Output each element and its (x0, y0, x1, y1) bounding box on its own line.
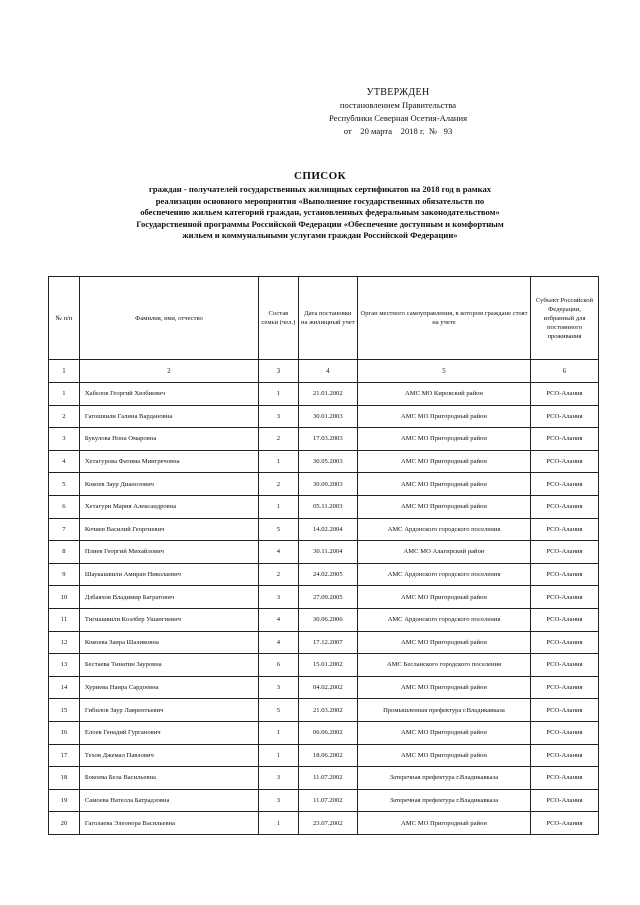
registration-date: 30.01.2003 (298, 405, 357, 428)
registration-date: 21.01.2002 (298, 383, 357, 406)
full-name: Хуриева Наира Сардоевна (79, 676, 258, 699)
full-name: Гаголаева Элеонора Васильевна (79, 812, 258, 835)
family-size: 3 (259, 767, 299, 790)
row-number: 14 (49, 676, 80, 699)
subject: РСО-Алания (530, 518, 598, 541)
table-row (49, 383, 599, 406)
subtitle-line: жильем и коммунальными услугами граждан Российской Федерации» (182, 230, 458, 241)
row-number: 5 (49, 473, 80, 496)
header-family-size: Состав семьи (чел.) (259, 277, 299, 360)
family-size: 1 (259, 450, 299, 473)
family-size: 3 (259, 405, 299, 428)
column-number: 2 (79, 360, 258, 383)
subject: РСО-Алания (530, 767, 598, 790)
row-number: 13 (49, 654, 80, 677)
header-registration-date: Дата постановки на жилищный учет (298, 277, 357, 360)
table-row (49, 789, 599, 812)
family-size: 1 (259, 495, 299, 518)
column-number: 5 (357, 360, 530, 383)
recipients-table (48, 276, 599, 835)
full-name: Плиев Георгий Михайлович (79, 541, 258, 564)
registration-date: 05.11.2003 (298, 495, 357, 518)
table-row (49, 744, 599, 767)
local-authority: АМС МО Пригородный район (357, 473, 530, 496)
subtitle-line: реализации основного мероприятия «Выполнение государственных обязательств по (155, 195, 485, 206)
registration-date: 27.09.2005 (298, 586, 357, 609)
registration-date: 30.05.2003 (298, 450, 357, 473)
subject: РСО-Алания (530, 495, 598, 518)
approval-line-2: Республики Северная Осетия-Алания (328, 113, 468, 123)
full-name: Гибилов Заур Лаврентьевич (79, 699, 258, 722)
registration-date: 21.03.2002 (298, 699, 357, 722)
local-authority: Промышленная префектура г.Владикавказа (357, 699, 530, 722)
title-block (40, 170, 600, 242)
registration-date: 11.07.2002 (298, 789, 357, 812)
row-number: 10 (49, 586, 80, 609)
family-size: 1 (259, 744, 299, 767)
registration-date: 11.07.2002 (298, 767, 357, 790)
full-name: Кокоев Заур Дианозович (79, 473, 258, 496)
row-number: 8 (49, 541, 80, 564)
row-number: 12 (49, 631, 80, 654)
row-number: 11 (49, 608, 80, 631)
column-number: 1 (49, 360, 80, 383)
header-full-name: Фамилия, имя, отчество (79, 277, 258, 360)
local-authority: АМС МО Пригородный район (357, 744, 530, 767)
family-size: 4 (259, 541, 299, 564)
full-name: Гагошвили Галина Вардановна (79, 405, 258, 428)
row-number: 6 (49, 495, 80, 518)
subtitle-line: граждан - получателей государственных жилищных сертификатов на 2018 год в рамках (148, 184, 492, 194)
subject: РСО-Алания (530, 383, 598, 406)
registration-date: 30.06.2006 (298, 608, 357, 631)
row-number: 3 (49, 428, 80, 451)
full-name: Букулова Нона Омаровна (79, 428, 258, 451)
local-authority: АМС МО Алагирский район (357, 541, 530, 564)
local-authority: АМС МО Пригородный район (357, 586, 530, 609)
family-size: 4 (259, 608, 299, 631)
full-name: Кокоева Заира Шаликовна (79, 631, 258, 654)
row-number: 17 (49, 744, 80, 767)
subject: РСО-Алания (530, 789, 598, 812)
family-size: 6 (259, 654, 299, 677)
full-name: Бокоева Бела Васильевна (79, 767, 258, 790)
local-authority: АМС МО Пригородный район (357, 405, 530, 428)
full-name: Хетагури Мария Александровна (79, 495, 258, 518)
header-number: № п/п (49, 277, 80, 360)
subject: РСО-Алания (530, 405, 598, 428)
approval-line-1: постановлением Правительства (339, 100, 457, 110)
full-name: Елоев Генадий Гурганович (79, 721, 258, 744)
table-row (49, 428, 599, 451)
local-authority: АМС Бесланского городского поселения (357, 654, 530, 677)
local-authority: АМС Ардонского городского поселения (357, 563, 530, 586)
family-size: 4 (259, 631, 299, 654)
full-name: Хетагурова Фатима Мингречовна (79, 450, 258, 473)
local-authority: АМС МО Пригородный район (357, 428, 530, 451)
header-subject: Субъект Российской Федерации, избранный для постоянного проживания (530, 277, 598, 360)
subject: РСО-Алания (530, 428, 598, 451)
family-size: 3 (259, 676, 299, 699)
subject: РСО-Алания (530, 450, 598, 473)
local-authority: АМС МО Пригородный район (357, 631, 530, 654)
full-name: Кочиев Василий Георгиевич (79, 518, 258, 541)
subtitle-line: Государственной программы Российской Федерации «Обеспечение доступным и комфортным (136, 218, 504, 229)
full-name: Тигиашвили Коэлбер Ушангиевич (79, 608, 258, 631)
family-size: 5 (259, 699, 299, 722)
subject: РСО-Алания (530, 563, 598, 586)
row-number: 9 (49, 563, 80, 586)
row-number: 16 (49, 721, 80, 744)
row-number: 15 (49, 699, 80, 722)
table-row (49, 563, 599, 586)
full-name: Шаукашвили Амиран Николаевич (79, 563, 258, 586)
column-number-row (49, 360, 599, 383)
family-size: 3 (259, 586, 299, 609)
subject: РСО-Алания (530, 586, 598, 609)
registration-date: 17.03.2003 (298, 428, 357, 451)
local-authority: АМС МО Пригородный район (357, 495, 530, 518)
row-number: 4 (49, 450, 80, 473)
table-row (49, 699, 599, 722)
full-name: Хабелов Георгий Хизбиевич (79, 383, 258, 406)
row-number: 7 (49, 518, 80, 541)
registration-date: 04.02.2002 (298, 676, 357, 699)
row-number: 1 (49, 383, 80, 406)
local-authority: Затеречная префектура г.Владикавказа (357, 789, 530, 812)
registration-date: 06.06.2002 (298, 721, 357, 744)
table-row (49, 541, 599, 564)
column-number: 6 (530, 360, 598, 383)
document-title: СПИСОК (294, 170, 346, 182)
local-authority: АМС МО Кировский район (357, 383, 530, 406)
table-row (49, 473, 599, 496)
table-row (49, 631, 599, 654)
local-authority: АМС МО Пригородный район (357, 676, 530, 699)
document-subtitle (40, 184, 600, 242)
local-authority: АМС Ардонского городского поселения (357, 608, 530, 631)
family-size: 2 (259, 473, 299, 496)
table-row (49, 586, 599, 609)
subject: РСО-Алания (530, 654, 598, 677)
registration-date: 18.06.2002 (298, 744, 357, 767)
local-authority: АМС Ардонского городского поселения (357, 518, 530, 541)
table-row (49, 518, 599, 541)
full-name: Дзбаяхов Владимир Багратович (79, 586, 258, 609)
family-size: 1 (259, 812, 299, 835)
family-size: 1 (259, 721, 299, 744)
registration-date: 17.12.2007 (298, 631, 357, 654)
family-size: 5 (259, 518, 299, 541)
column-number: 3 (259, 360, 299, 383)
row-number: 18 (49, 767, 80, 790)
family-size: 1 (259, 383, 299, 406)
registration-date: 24.02.2005 (298, 563, 357, 586)
family-size: 2 (259, 428, 299, 451)
subject: РСО-Алания (530, 473, 598, 496)
subject: РСО-Алания (530, 608, 598, 631)
table-row (49, 608, 599, 631)
registration-date: 30.09.2003 (298, 473, 357, 496)
table-row (49, 450, 599, 473)
row-number: 20 (49, 812, 80, 835)
registration-date: 14.02.2004 (298, 518, 357, 541)
table-header-row (49, 277, 599, 360)
header-local-authority: Орган местного самоуправления, в котором граждане стоят на учете (357, 277, 530, 360)
subject: РСО-Алания (530, 541, 598, 564)
approval-stamp (298, 86, 498, 138)
row-number: 19 (49, 789, 80, 812)
local-authority: АМС МО Пригородный район (357, 450, 530, 473)
table-row (49, 654, 599, 677)
subject: РСО-Алания (530, 676, 598, 699)
subject: РСО-Алания (530, 744, 598, 767)
family-size: 2 (259, 563, 299, 586)
local-authority: АМС МО Пригородный район (357, 812, 530, 835)
subject: РСО-Алания (530, 699, 598, 722)
full-name: Техов Джемал Павлович (79, 744, 258, 767)
approval-line-3: от 20 марта 2018 г. № 93 (343, 126, 453, 136)
registration-date: 23.07.2002 (298, 812, 357, 835)
family-size: 3 (259, 789, 299, 812)
column-number: 4 (298, 360, 357, 383)
approval-heading: УТВЕРЖДЕН (366, 87, 430, 98)
local-authority: Затеречная префектура г.Владикавказа (357, 767, 530, 790)
table-row (49, 676, 599, 699)
table-row (49, 812, 599, 835)
table-row (49, 767, 599, 790)
registration-date: 30.11.2004 (298, 541, 357, 564)
subject: РСО-Алания (530, 721, 598, 744)
registration-date: 15.01.2002 (298, 654, 357, 677)
subtitle-line: обеспечению жильем категорий граждан, установленных федеральным законодательством» (140, 207, 500, 218)
table-row (49, 495, 599, 518)
local-authority: АМС МО Пригородный район (357, 721, 530, 744)
row-number: 2 (49, 405, 80, 428)
table-row (49, 405, 599, 428)
table-row (49, 721, 599, 744)
subject: РСО-Алания (530, 631, 598, 654)
full-name: Бестаева Тинатин Зауровна (79, 654, 258, 677)
full-name: Самоева Нателла Батрадзовна (79, 789, 258, 812)
subject: РСО-Алания (530, 812, 598, 835)
